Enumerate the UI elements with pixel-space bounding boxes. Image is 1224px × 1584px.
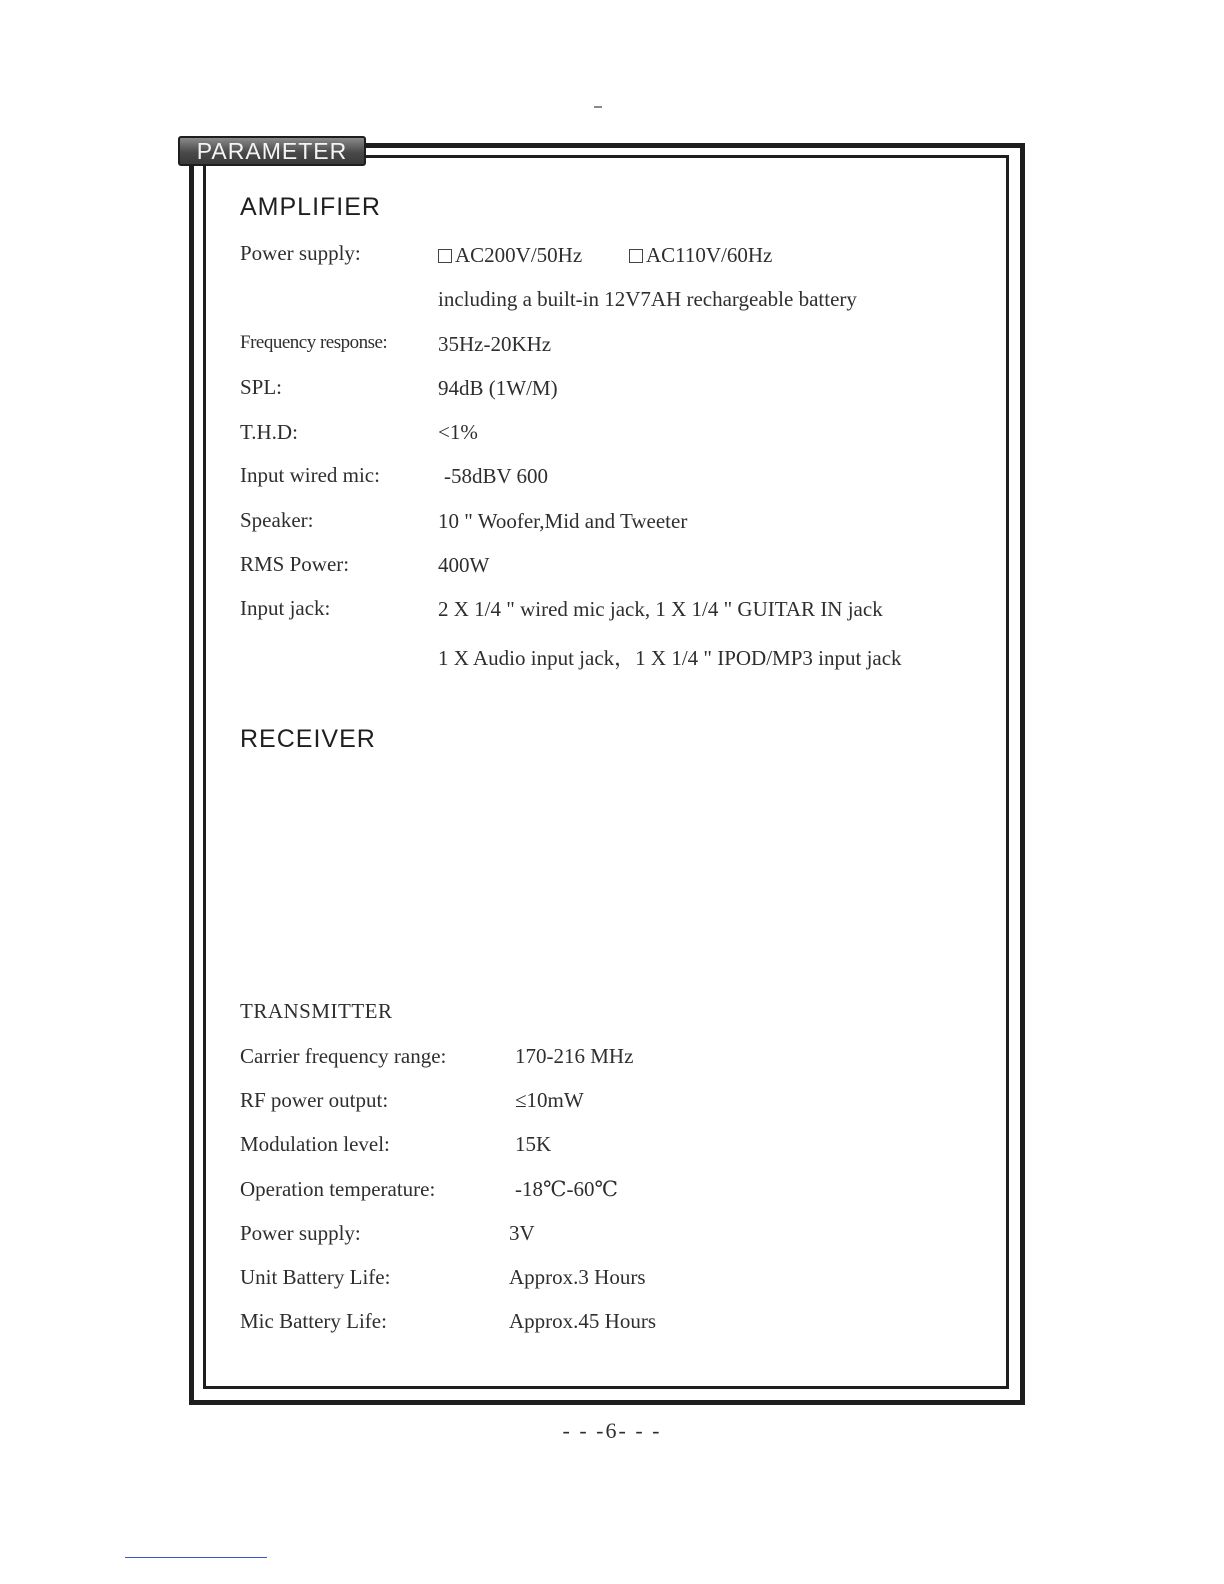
checkbox-icon — [629, 249, 643, 263]
thd-value: <1% — [438, 420, 478, 444]
modulation-level-label: Modulation level: — [240, 1132, 390, 1156]
carrier-frequency-range-label: Carrier frequency range: — [240, 1044, 447, 1068]
amp-power-supply-note: including a built-in 12V7AH rechargeable battery — [438, 287, 857, 311]
receiver-heading: RECEIVER — [240, 725, 376, 753]
rms-power-value: 400W — [438, 553, 490, 577]
rf-power-output-label: RF power output: — [240, 1088, 389, 1112]
carrier-frequency-range-value: 170-216 MHz — [515, 1044, 634, 1068]
operation-temperature-value: -18℃-60℃ — [515, 1177, 618, 1201]
speaker-value: 10 " Woofer,Mid and Tweeter — [438, 509, 688, 533]
spl-value: 94dB (1W/M) — [438, 376, 558, 400]
input-wired-mic-label: Input wired mic: — [240, 463, 380, 487]
operation-temperature-label: Operation temperature: — [240, 1177, 436, 1201]
amp-power-supply-label: Power supply: — [240, 241, 361, 265]
transmitter-heading: TRANSMITTER — [240, 999, 393, 1023]
spl-label: SPL: — [240, 375, 283, 399]
input-wired-mic-value: -58dBV 600 — [444, 464, 549, 488]
frequency-response-label: Frequency response: — [240, 332, 388, 353]
scan-mark — [594, 106, 602, 108]
unit-battery-life-label: Unit Battery Life: — [240, 1265, 391, 1289]
page-number: - - -6- - - — [562, 1418, 662, 1443]
option-1-text: AC200V/50Hz — [455, 243, 583, 267]
frequency-response-value: 35Hz-20KHz — [438, 332, 552, 356]
mic-battery-life-label: Mic Battery Life: — [240, 1309, 387, 1333]
footer-rule — [125, 1557, 267, 1558]
input-jack-line-1: 2 X 1/4 " wired mic jack, 1 X 1/4 " GUITAR IN jack — [438, 597, 883, 621]
rms-power-label: RMS Power: — [240, 552, 350, 576]
checkbox-icon — [438, 249, 452, 263]
amp-power-supply-option-2 — [629, 243, 772, 268]
option-2-text: AC110V/60Hz — [646, 243, 773, 267]
amp-power-supply-option-1 — [438, 243, 582, 268]
tx-power-supply-label: Power supply: — [240, 1221, 361, 1245]
rf-power-output-value: ≤10mW — [515, 1088, 584, 1112]
input-jack-label: Input jack: — [240, 596, 331, 620]
input-jack-line-2: 1 X Audio input jack，1 X 1/4 " IPOD/MP3 input jack — [438, 646, 902, 670]
amplifier-heading: AMPLIFIER — [240, 193, 381, 221]
mic-battery-life-value: Approx.45 Hours — [509, 1309, 656, 1333]
speaker-label: Speaker: — [240, 508, 314, 532]
unit-battery-life-value: Approx.3 Hours — [509, 1265, 646, 1289]
thd-label: T.H.D: — [240, 420, 298, 444]
modulation-level-value: 15K — [515, 1132, 552, 1156]
tx-power-supply-value: 3V — [509, 1221, 535, 1245]
parameter-tab: PARAMETER — [178, 136, 366, 166]
